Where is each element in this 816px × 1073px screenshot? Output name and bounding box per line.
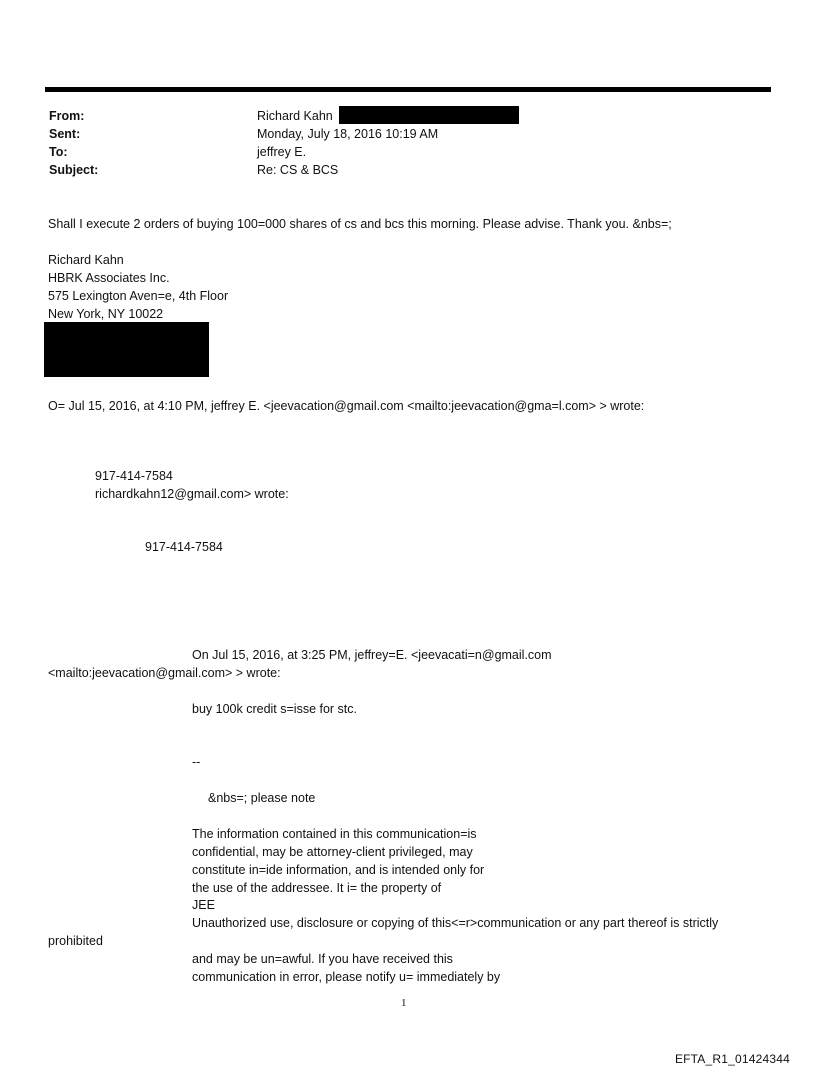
disclaimer-line-6: Unauthorized use, disclosure or copying of this<=r>communication or any part thereof is strictly [192,916,719,930]
to-label: To: [49,145,68,159]
from-label: From: [49,109,85,123]
subject-value: Re: CS & BCS [257,163,339,177]
sent-value: Monday, July 18, 2016 10:19 AM [257,127,439,141]
disclaimer-line-4: the use of the addressee. It i= the property of [192,881,442,895]
bates-number: EFTA_R1_01424344 [674,1052,790,1066]
body-line-1: Shall I execute 2 orders of buying 100=000 shares of cs and bcs this morning. Please advise. Thank you. &nbs=; [48,217,672,231]
signature-dashes: -- [192,755,201,769]
signature-address-1: 575 Lexington Aven=e, 4th Floor [48,289,229,303]
signature-address-2: New York, NY 10022 [48,307,164,321]
redaction-block-signature [44,322,209,377]
signature-name: Richard Kahn [48,253,124,267]
quote-2-header-b: <mailto:jeevacation@gmail.com> > wrote: [48,666,281,680]
header-rule [45,87,771,92]
quote-1-header: O= Jul 15, 2016, at 4:10 PM, jeffrey E. <jeevacation@gmail.com <mailto:jeevacation@gma=l.com> > wrote: [48,399,645,413]
disclaimer-line-1: The information contained in this communication=is [192,827,477,841]
subject-label: Subject: [49,163,99,177]
to-value: jeffrey E. [257,145,307,159]
quote-2-header-a: On Jul 15, 2016, at 3:25 PM, jeffrey=E. <jeevacati=n@gmail.com [192,648,552,662]
disclaimer-line-9: communication in error, please notify u= immediately by [192,970,501,984]
redaction-block-from [339,106,519,124]
disclaimer-line-8: and may be un=awful. If you have received this [192,952,453,966]
disclaimer-line-2: confidential, may be attorney-client privileged, may [192,845,473,859]
email-line: richardkahn12@gmail.com> wrote: [95,487,289,501]
phone-number-1: 917-414-7584 [95,469,173,483]
disclaimer-line-3: constitute in=ide information, and is intended only for [192,863,485,877]
signature-company: HBRK Associates Inc. [48,271,170,285]
page-number: 1 [401,997,407,1009]
phone-number-2: 917-414-7584 [145,540,223,554]
disclaimer-line-7: prohibited [48,934,103,948]
please-note: &nbs=; please note [208,791,316,805]
buy-line: buy 100k credit s=isse for stc. [192,702,358,716]
from-value: Richard Kahn [257,109,333,123]
disclaimer-line-5: JEE [192,898,215,912]
sent-label: Sent: [49,127,81,141]
